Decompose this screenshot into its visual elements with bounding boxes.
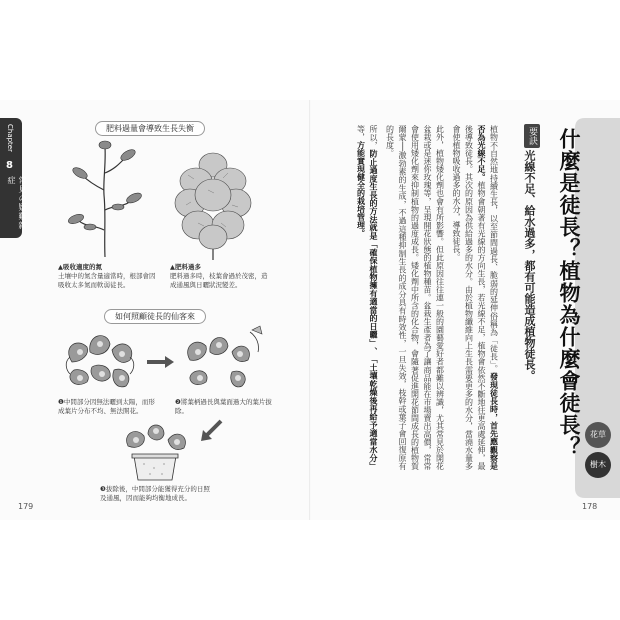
body-emphasis: 方能實現健全的栽培管理。: [356, 141, 366, 237]
body-paragraph: [383, 125, 446, 470]
chapter-tab: [0, 118, 27, 238]
chapter-label: Chapter: [6, 124, 14, 152]
body-paragraph: [450, 125, 500, 470]
caption-absorb: [58, 263, 158, 290]
body-emphasis: 防止過度生長的方法就是「確保植物擁有適當的日曬」、「土壤乾燥後再給予適當水分」: [369, 149, 378, 471]
caption-step2: ❷將葉柄過長與葉面過大的葉片拔除。: [175, 398, 272, 415]
tip-label: 要訣: [524, 124, 540, 148]
cyclamen-pruning-illustration: [180, 322, 265, 394]
figure-title-cyclamen: 如何照顧徒長的仙客來: [104, 309, 206, 324]
cyclamen-before-illustration: [62, 322, 137, 392]
caption-excess-title: ▲肥料過多: [170, 263, 201, 271]
arrow-right-icon: [145, 355, 175, 369]
body-text-run: 所以，: [369, 125, 378, 150]
left-page-number: 179: [18, 502, 34, 511]
body-emphasis: 發現徒長時，首先應觀察是否為光線不足。: [477, 125, 499, 471]
tag-flower: 花草: [585, 422, 611, 448]
right-page-number: 178: [582, 502, 598, 511]
caption-step1: ❶中間部分因無法曬到太陽，而形成葉片分布不均、無法開花。: [58, 398, 155, 415]
sparse-plant-illustration: [60, 135, 150, 260]
body-paragraph: [354, 125, 379, 470]
tag-tree: 樹木: [585, 452, 611, 478]
article-body: [350, 125, 500, 470]
arrow-down-left-icon: [198, 418, 224, 444]
caption-excess-text: 肥料過多時，枝葉會過於茂密，造成通風與日曬狀況變差。: [170, 272, 268, 289]
dense-plant-illustration: [168, 145, 258, 260]
body-text-run: 等，: [356, 125, 366, 141]
caption-step3: ❸拔除後，中間部分能獲得充分的日照及通風，因而能夠均衡地成長。: [100, 485, 210, 502]
article-subtitle: 光線不足、給水過多，都有可能造成植物徒長。: [523, 150, 536, 381]
caption-absorb-text: 土壤中的氮含量適當時，根部會因吸收太多氮而軟弱徒長。: [58, 272, 156, 289]
chapter-number: 8: [6, 160, 13, 171]
body-text-run: 植物不自然地持續生長，以至節間過長、脆弱的延伸俗稱為「徒長」。: [489, 125, 499, 373]
body-text-run: 此外，植物矮化劑也會有所影響。但此原因往往連一般的園藝愛好者都難以辨識，尤其常見於開花盆栽或是迷你玫瑰等，呈現開花狀態的植物種苗。盆栽生產者為了讓商品能在市場賣出高價，常常會使用矮化劑來抑制植物的過度成長。矮化劑中所含的化合物，會隨著促進開花節間成長的植物賀爾蒙──激勃素的生成，不過這種抑制生長的成分具有時效性，一旦失效，枝幹或葉子會回復原有的長度。: [385, 125, 445, 470]
page-gutter: [309, 100, 311, 520]
body-text-run: 植物會朝著有光線的方向生長，若光線不足，植物會依然不斷地往更高處延伸，最後導致徒長。其次的原因為供給過多的水分。由於植物纖維向上生長需要更多的水分，當澆水量多會使植物吸收過多的水分，導致徒長。: [452, 125, 486, 471]
caption-absorb-title: ▲吸收適度的氮: [58, 263, 102, 271]
caption-excess: [170, 263, 270, 290]
chapter-title: 常見の疑難雜症: [7, 176, 27, 230]
cyclamen-after-illustration: [120, 418, 190, 483]
article-title: 什麼是徒長？植物為什麼會徒長？: [557, 128, 581, 458]
figure-title-fertilizer: 肥料過量會導致生長失衡: [95, 121, 205, 136]
